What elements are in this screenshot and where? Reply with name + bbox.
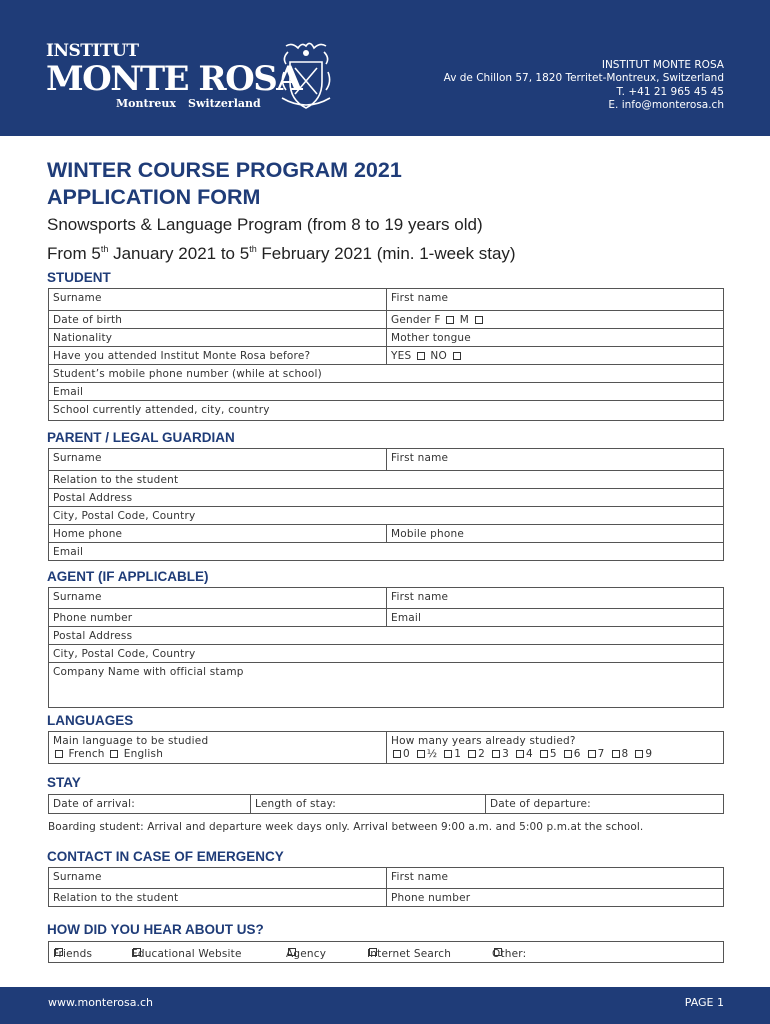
table-row: [49, 868, 723, 888]
guardian-city-field[interactable]: City, Postal Code, Country: [53, 510, 196, 522]
years-checkbox[interactable]: [588, 750, 596, 758]
guardian-postal-field[interactable]: Postal Address: [53, 492, 133, 504]
years-option[interactable]: [633, 748, 652, 760]
logo-line-3: Montreux: [116, 97, 176, 110]
agent-first-name-field[interactable]: First name: [391, 591, 449, 603]
guardian-mobile-phone-field[interactable]: Mobile phone: [391, 528, 465, 540]
student-school-field[interactable]: School currently attended, city, country: [53, 404, 270, 416]
guardian-home-phone-field[interactable]: Home phone: [49, 525, 387, 542]
agent-city-field[interactable]: City, Postal Code, Country: [53, 648, 196, 660]
agent-surname-field[interactable]: Surname: [49, 588, 387, 608]
years-checkbox[interactable]: [393, 750, 401, 758]
languages-table: [48, 731, 724, 764]
years-option-label: 1: [454, 748, 462, 760]
emergency-surname-field[interactable]: Surname: [49, 868, 387, 888]
years-checkbox[interactable]: [612, 750, 620, 758]
student-heading: STUDENT: [47, 270, 111, 285]
years-option[interactable]: [610, 748, 629, 760]
table-row: [49, 888, 723, 906]
languages-heading: LANGUAGES: [47, 713, 134, 728]
boarding-note: Boarding student: Arrival and departure week days only. Arrival between 9:00 a.m. and 5:00 p.m.at the school.: [48, 821, 644, 833]
guardian-first-name-field[interactable]: First name: [391, 452, 449, 464]
contact-address: Av de Chillon 57, 1820 Territet-Montreux, Switzerland: [443, 72, 724, 85]
stay-table: [48, 794, 724, 814]
years-option-label: 7: [597, 748, 605, 760]
student-dob-field[interactable]: Date of birth: [49, 311, 387, 328]
table-row: [49, 364, 723, 382]
years-option[interactable]: [466, 748, 485, 760]
table-row: [49, 310, 723, 328]
english-checkbox[interactable]: [110, 750, 118, 758]
years-option-label: 8: [621, 748, 629, 760]
program-description: [47, 212, 516, 266]
table-row: [49, 608, 723, 626]
student-gender-field: Gender F M: [387, 311, 723, 328]
years-option-label: ½: [426, 748, 438, 760]
subtitle-line-1: Snowsports & Language Program (from 8 to 19 years old): [47, 215, 483, 234]
agent-company-field[interactable]: Company Name with official stamp: [53, 666, 244, 678]
student-nationality-field[interactable]: Nationality: [49, 329, 387, 346]
title-line-1: WINTER COURSE PROGRAM 2021: [47, 158, 402, 182]
table-row: [49, 488, 723, 506]
subtitle-line-2: From 5th January 2021 to 5th February 2021 (min. 1-week stay): [47, 244, 516, 263]
departure-date-field[interactable]: Date of departure:: [490, 798, 591, 810]
years-option[interactable]: [586, 748, 605, 760]
logo-line-4: Switzerland: [188, 97, 261, 110]
emergency-phone-field[interactable]: Phone number: [391, 892, 471, 904]
table-row: [49, 732, 723, 763]
years-checkbox[interactable]: [564, 750, 572, 758]
title-line-2: APPLICATION FORM: [47, 185, 261, 209]
logo-line-2: MONTE ROSA: [46, 59, 302, 99]
student-mobile-field[interactable]: Student’s mobile phone number (while at school): [53, 368, 322, 380]
contact-phone[interactable]: T. +41 21 965 45 45: [616, 85, 724, 98]
stay-heading: STAY: [47, 775, 81, 790]
table-row: [49, 346, 723, 364]
years-checkbox[interactable]: [540, 750, 548, 758]
years-checkbox[interactable]: [417, 750, 425, 758]
contact-email[interactable]: E. info@monterosa.ch: [608, 98, 724, 111]
student-first-name-field[interactable]: First name: [391, 292, 449, 304]
table-row: [49, 506, 723, 524]
years-checkbox[interactable]: [635, 750, 643, 758]
years-option-label: 3: [502, 748, 509, 760]
gender-m-checkbox[interactable]: [475, 316, 483, 324]
years-option-label: 4: [525, 748, 533, 760]
table-row: [49, 328, 723, 346]
student-surname-field[interactable]: Surname: [49, 289, 387, 310]
hear-options: Friends Educational Website Agency Internet Search Other:: [48, 941, 724, 963]
hear-heading: HOW DID YOU HEAR ABOUT US?: [47, 922, 264, 937]
table-row: [49, 382, 723, 400]
table-row: [49, 644, 723, 662]
years-option[interactable]: [490, 748, 509, 760]
years-option[interactable]: [538, 748, 557, 760]
years-option[interactable]: [391, 748, 410, 760]
years-option[interactable]: [514, 748, 533, 760]
years-option[interactable]: [442, 748, 461, 760]
years-checkbox[interactable]: [492, 750, 500, 758]
agent-table: [48, 587, 724, 708]
years-checkbox[interactable]: [516, 750, 524, 758]
table-row: [49, 524, 723, 542]
page-number: PAGE 1: [684, 996, 724, 1009]
emergency-heading: CONTACT IN CASE OF EMERGENCY: [47, 849, 284, 864]
languages-years-field: How many years already studied? 0 ½ 1 2 3 4 5 6 7 8 9: [391, 735, 653, 760]
table-row: [49, 662, 723, 707]
emergency-first-name-field[interactable]: First name: [391, 871, 449, 883]
page-title: [47, 157, 402, 211]
years-option-label: 2: [478, 748, 486, 760]
years-option-label: 6: [573, 748, 581, 760]
table-row: [49, 400, 723, 420]
length-of-stay-field[interactable]: Length of stay:: [251, 795, 486, 813]
years-option[interactable]: [562, 748, 581, 760]
page-header: [0, 0, 770, 136]
logo-line-1: INSTITUT: [46, 41, 139, 61]
student-attended-options: YES NO: [387, 347, 723, 364]
french-checkbox[interactable]: [55, 750, 63, 758]
arrival-date-field[interactable]: Date of arrival:: [49, 795, 251, 813]
crest-icon: [278, 42, 334, 114]
agent-heading: AGENT (IF APPLICABLE): [47, 569, 209, 584]
guardian-surname-field[interactable]: Surname: [49, 449, 387, 470]
gender-f-checkbox[interactable]: [446, 316, 454, 324]
emergency-relation-field[interactable]: Relation to the student: [49, 889, 387, 906]
guardian-email-field[interactable]: Email: [53, 546, 84, 558]
agent-phone-field[interactable]: Phone number: [49, 609, 387, 626]
years-option-label: 5: [549, 748, 557, 760]
emergency-table: [48, 867, 724, 907]
table-row: [49, 542, 723, 560]
years-option-label: 0: [403, 748, 410, 760]
years-option[interactable]: [415, 748, 437, 760]
agent-email-field[interactable]: Email: [391, 612, 422, 624]
years-checkbox[interactable]: [444, 750, 452, 758]
student-email-field[interactable]: Email: [53, 386, 84, 398]
guardian-heading: PARENT / LEGAL GUARDIAN: [47, 430, 235, 445]
years-checkbox[interactable]: [468, 750, 476, 758]
student-mother-tongue-field[interactable]: Mother tongue: [391, 332, 471, 344]
agent-postal-field[interactable]: Postal Address: [53, 630, 133, 642]
page-footer: [0, 987, 770, 1024]
guardian-relation-field[interactable]: Relation to the student: [53, 474, 179, 486]
attended-yes-checkbox[interactable]: [417, 352, 425, 360]
institut-contact: [404, 59, 724, 112]
table-row: [49, 626, 723, 644]
footer-website[interactable]: www.monterosa.ch: [48, 996, 153, 1009]
table-row: [49, 449, 723, 470]
student-table: [48, 288, 724, 421]
guardian-table: [48, 448, 724, 561]
table-row: [49, 470, 723, 488]
table-row: [49, 289, 723, 310]
attended-no-checkbox[interactable]: [453, 352, 461, 360]
student-attended-label: Have you attended Institut Monte Rosa before?: [49, 347, 387, 364]
years-option-label: 9: [645, 748, 653, 760]
contact-name: INSTITUT MONTE ROSA: [601, 59, 724, 71]
table-row: [49, 588, 723, 608]
languages-main-field: Main language to be studied French English: [49, 732, 387, 763]
